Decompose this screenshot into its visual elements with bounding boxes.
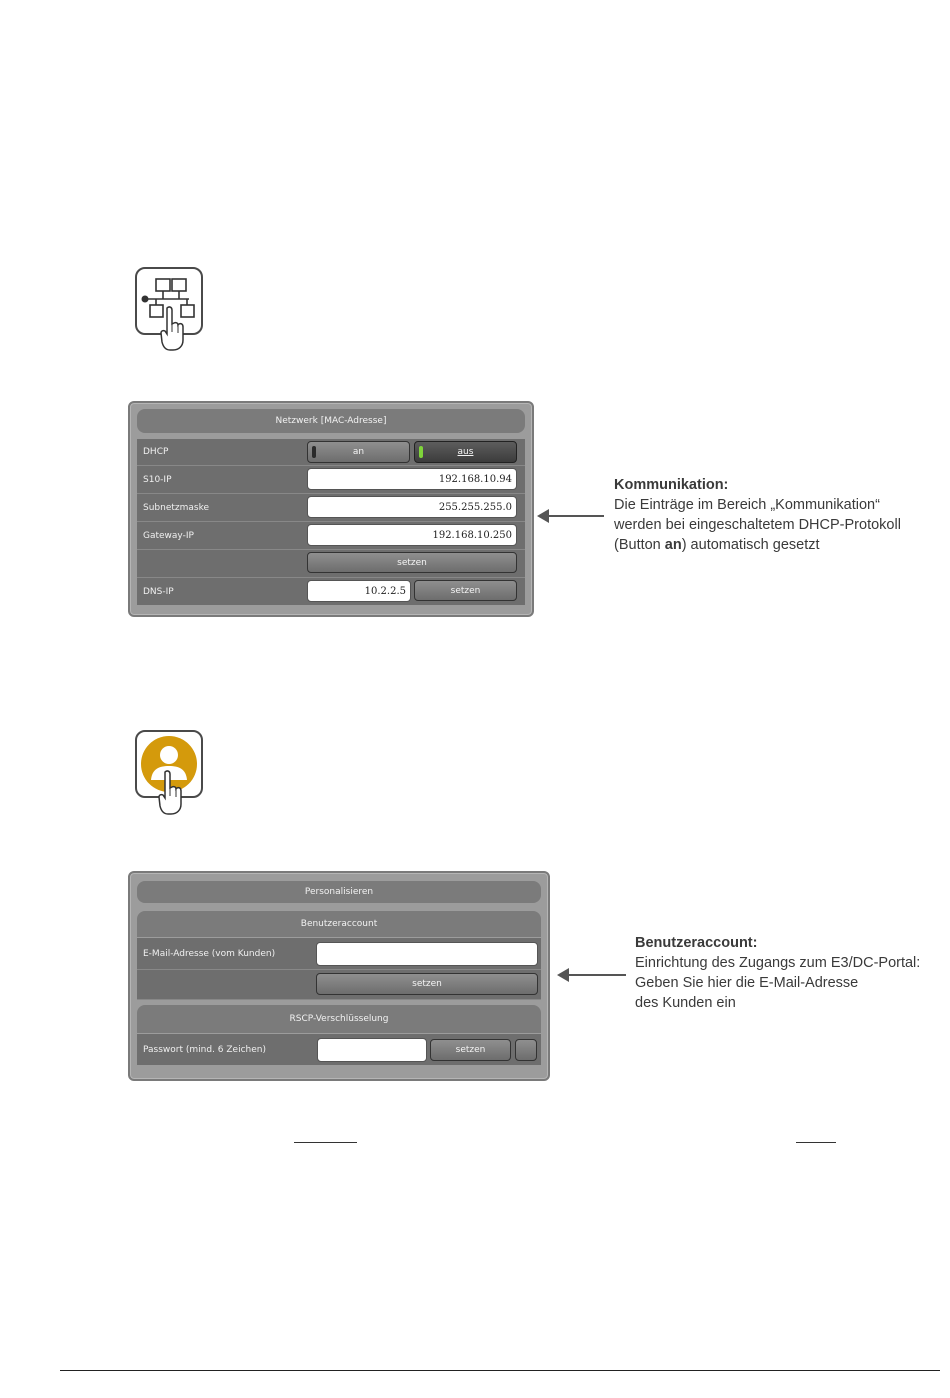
- communication-note: [614, 475, 934, 555]
- hand-pointer-icon-2: [158, 770, 184, 816]
- rscp-section: RSCP-Verschlüsselung: [137, 1005, 541, 1033]
- dns-label: DNS-IP: [143, 586, 174, 597]
- password-set-button[interactable]: setzen: [430, 1039, 511, 1061]
- footer-rule: [60, 1370, 940, 1371]
- s10-ip-label: S10-IP: [143, 474, 172, 485]
- account-note-line3: des Kunden ein: [635, 995, 736, 1011]
- arrow-line: [548, 515, 604, 517]
- network-panel: [128, 401, 534, 617]
- dhcp-on-label: an: [352, 447, 365, 457]
- subnet-input[interactable]: 255.255.255.0: [307, 496, 517, 518]
- dhcp-label: DHCP: [143, 447, 169, 457]
- password-input[interactable]: [317, 1038, 427, 1062]
- account-note-line1: Einrichtung des Zugangs zum E3/DC-Portal:: [635, 955, 921, 971]
- dhcp-off-button[interactable]: [414, 441, 517, 463]
- gateway-input[interactable]: 192.168.10.250: [307, 524, 517, 546]
- underline-mark-2: [796, 1142, 836, 1143]
- gateway-label: Gateway-IP: [143, 530, 194, 541]
- line3-bold: an: [664, 537, 682, 553]
- password-label: Passwort (mind. 6 Zeichen): [143, 1044, 266, 1055]
- arrow-line-2: [568, 974, 626, 976]
- underline-mark: [294, 1142, 357, 1143]
- s10-ip-input[interactable]: 192.168.10.94: [307, 468, 517, 490]
- email-input[interactable]: [316, 942, 538, 966]
- dns-input[interactable]: 10.2.2.5: [307, 580, 411, 602]
- account-note: [635, 933, 947, 1013]
- communication-note-line3: [614, 535, 934, 555]
- led-off: [312, 446, 316, 458]
- personalize-title: Personalisieren: [137, 881, 541, 903]
- dns-set-button[interactable]: setzen: [414, 580, 517, 601]
- email-set-button[interactable]: setzen: [316, 973, 538, 995]
- hand-pointer-icon: [160, 306, 186, 352]
- communication-note-line2: werden bei eingeschaltetem DHCP-Protokoll: [614, 517, 901, 533]
- network-panel-title: Netzwerk [MAC-Adresse]: [137, 409, 525, 433]
- account-note-line2: Geben Sie hier die E-Mail-Adresse: [635, 975, 859, 991]
- user-account-section: Benutzeraccount: [137, 911, 541, 937]
- password-extra-button[interactable]: [515, 1039, 537, 1061]
- communication-note-line1: Die Einträge im Bereich „Kommunikation“: [614, 497, 880, 513]
- email-label: E-Mail-Adresse (vom Kunden): [143, 948, 276, 959]
- led-on: [419, 446, 423, 458]
- line3-pre: (Button: [614, 537, 665, 553]
- network-set-button[interactable]: setzen: [307, 552, 517, 573]
- arrow-left-icon-2: [557, 968, 569, 982]
- subnet-label: Subnetzmaske: [143, 502, 210, 513]
- account-panel: [128, 871, 550, 1081]
- arrow-left-icon: [537, 509, 549, 523]
- account-note-title: Benutzeraccount:: [635, 935, 758, 951]
- dhcp-on-button[interactable]: [307, 441, 410, 463]
- line3-post: ) automatisch gesetzt: [681, 537, 820, 553]
- communication-note-title: Kommunikation:: [614, 477, 729, 493]
- dhcp-off-label: aus: [457, 447, 474, 457]
